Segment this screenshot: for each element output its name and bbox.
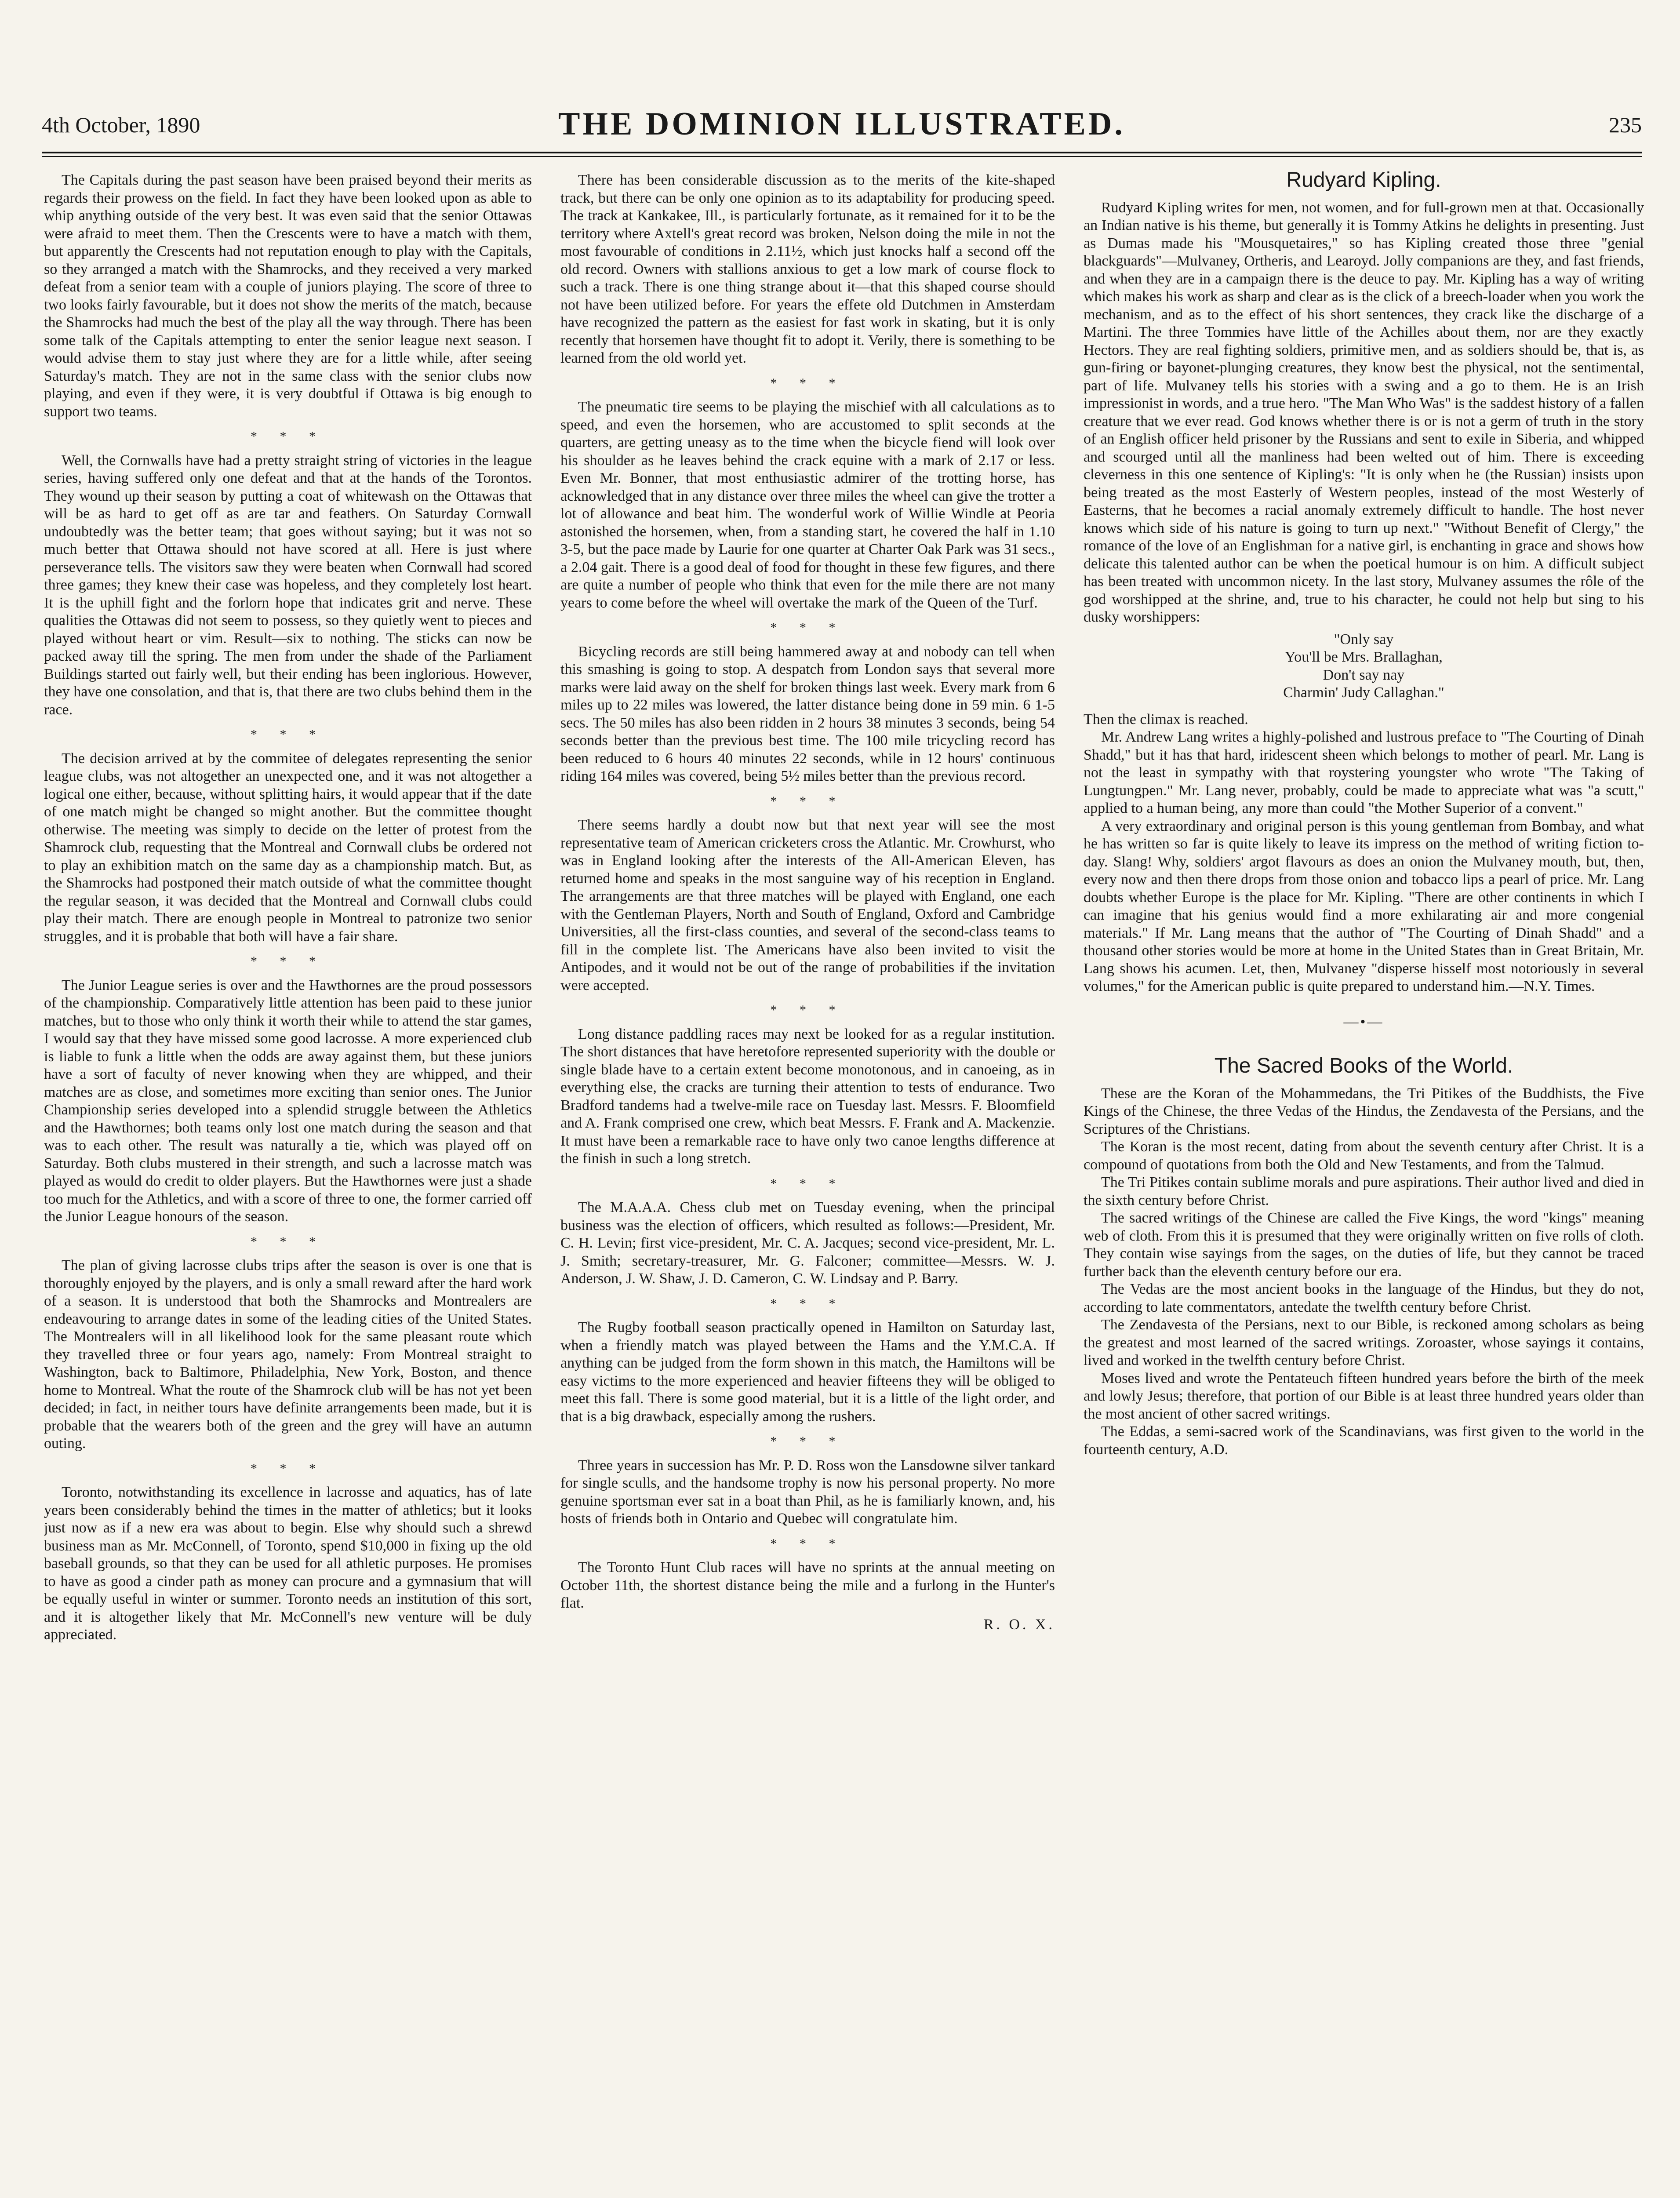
section-ornament: —•— [1343, 1013, 1384, 1030]
article-paragraph: The Junior League series is over and the Hawthornes are the proud possessors of the championship. Comparatively little attention has been paid to these junior matches, but to those who only think it worth their while to attend the star games, I would say that they have missed some good lacrosse. A more experienced club is liable to funk a little when the odds are away against them, but these juniors have a sort of faculty of never knowing when they are whipped, and their matches are as close, and sometimes more exciting than senior ones. The Junior Championship series developed into a splendid struggle between the Athletics and the Hawthornes; both teams only lost one match during the season and that was to each other. The result was naturally a tie, which was played off on Saturday. Both clubs mustered in their strength, and such a lacrosse match was played as would do credit to older players. But the Hawthornes were just a shade too much for the Athletics, and with a score of three to one, the former carried off the Junior League honours of the season. [44, 977, 532, 1225]
article-paragraph: The Koran is the most recent, dating from about the seventh century after Christ. It is a compound of quotations from both the Old and New Testaments, and from the Talmud. [1084, 1139, 1644, 1173]
article-paragraph: Then the climax is reached. [1084, 711, 1248, 728]
section-separator: * * * [770, 620, 845, 635]
poem-quote [1084, 631, 1644, 702]
article-paragraph: The pneumatic tire seems to be playing the mischief with all calculations as to speed, and even the horsemen, who are accustomed to split seconds at the quarters, are getting uneasy as to the time when the bicycle fiend will look over his shoulder as he leaves behind the crack equine with a mark of 2.17 or less. Even Mr. Bonner, that most enthusiastic admirer of the trotting horse, has acknowledged that in any distance over three miles the wheel can give the trotter a lot of allowance and beat him. The wonderful work of Willie Windle at Peoria astonished the horsemen, when, from a standing start, he covered the half in 1.10 3-5, but the pace made by Laurie for one quarter at Charter Oak Park was 31 secs., a 2.04 gait. There is a good deal of food for thought in these few figures, and there are quite a number of people who think that even for the mile there are not many years to come before the wheel will overtake the mark of the Queen of the Turf. [560, 399, 1055, 611]
article-paragraph: The Zendavesta of the Persians, next to our Bible, is reckoned among scholars as being the greatest and most learned of the sacred writings. Zoroaster, whose sayings it contains, lived and worked in the twelfth century before Christ. [1084, 1317, 1644, 1368]
publication-title: THE DOMINION ILLUSTRATED. [558, 106, 1125, 142]
article-paragraph: The sacred writings of the Chinese are called the Five Kings, the word "kings" meaning web of cloth. From this it is presumed that they were originally written on five rolls of cloth. They contain wise sayings from the sages, on the duties of life, but they cannot be traced further back than the eleventh century before our era. [1084, 1210, 1644, 1280]
section-separator: * * * [770, 375, 845, 390]
header-rule-thin [42, 156, 1642, 157]
issue-date: 4th October, 1890 [42, 113, 200, 137]
section-separator: * * * [770, 1003, 845, 1017]
author-signature: R. O. X. [983, 1616, 1055, 1633]
article-paragraph: The Eddas, a semi-sacred work of the Scandinavians, was first given to the world in the fourteenth century, A.D. [1084, 1423, 1644, 1458]
section-separator: * * * [251, 1461, 325, 1476]
article-paragraph: A very extraordinary and original person is this young gentleman from Bombay, and what he has written so far is quite likely to leave its impress on the method of writing fiction to-day. Slang! Why, soldiers' argot flavours as does an onion the Mulvaney mouth, but, then, every now and then there drops from those onion and tobacco lips a pearl of price. Mr. Lang doubts whether Europe is the place for Mr. Kipling. "There are other continents in which I can imagine that his genius would find a more exhilarating air and more congenial materials." If Mr. Lang means that the author of "The Courting of Dinah Shadd" and a thousand other stories would be more at home in the United States than in Great Britain, Mr. Lang shows his acumen. Let, then, Mulvaney "disperse hisself most notoriously in several volumes," for the American public is quite prepared to understand him.—N.Y. Times. [1084, 818, 1644, 994]
masthead [42, 103, 1642, 156]
section-separator: * * * [251, 954, 325, 968]
article-paragraph: The Toronto Hunt Club races will have no sprints at the annual meeting on October 11th, the shortest distance being the mile and a furlong in the Hunter's flat. [560, 1559, 1055, 1611]
article-heading-sacred-books: The Sacred Books of the World. [1214, 1054, 1513, 1077]
poem-line: Charmin' Judy Callaghan." [1283, 684, 1444, 701]
article-paragraph: Toronto, notwithstanding its excellence in lacrosse and aquatics, has of late years been considerably behind the times in the matter of athletics; but it looks just now as if a new era was about to begin. Else why should such a shrewd business man as Mr. McConnell, of Toronto, spend $10,000 in fixing up the old baseball grounds, so that they can be used for all athletic purposes. He promises to have as good a cinder path as money can procure and a gymnasium that will be equally useful in winter or summer. Toronto needs an institution of this sort, and it is altogether likely that Mr. McConnell's new venture will be duly appreciated. [44, 1484, 532, 1643]
article-paragraph: These are the Koran of the Mohammedans, the Tri Pitikes of the Buddhists, the Five Kings of the Chinese, the three Vedas of the Hindus, the Zendavesta of the Persians, and the Scriptures of the Christians. [1084, 1085, 1644, 1137]
section-separator: * * * [251, 1234, 325, 1249]
poem-line: You'll be Mrs. Brallaghan, [1285, 649, 1443, 665]
section-separator: * * * [770, 793, 845, 808]
article-paragraph: Well, the Cornwalls have had a pretty straight string of victories in the league series, having suffered only one defeat and that at the hands of the Torontos. They wound up their season by putting a coat of whitewash on the Ottawas that will be as hard to get off as are tar and feathers. On Saturday Cornwall undoubtedly was the better team; that goes without saying; but it was not so much better that Ottawa should not have scored at all. Here is just where perseverance tells. The visitors saw they were beaten when Cornwall had scored three games; they knew their case was hopeless, and they completely lost heart. It is the uphill fight and the forlorn hope that indicates grit and nerve. These qualities the Ottawas did not seem to possess, so they quietly went to pieces and played without heart or vim. Result—six to nothing. The sticks can now be packed away till the spring. The men from under the shade of the Parliament Buildings started out fairly well, but their ending has been inglorious. However, they have one consolation, and that is, that there are two clubs behind them in the race. [44, 452, 532, 718]
poem-line: Don't say nay [1323, 666, 1405, 683]
article-paragraph: There seems hardly a doubt now but that next year will see the most representative team of American cricketers cross the Atlantic. Mr. Crowhurst, who was in England looking after the interests of the All-American Eleven, has returned home and speaks in the most sanguine way of his reception in England. The arrangements are that three matches will be played with England, one each with the Gentleman Players, North and South of England, Oxford and Cambridge Universities, all the first-class counties, and several of the second-class teams to fill in the complete list. The Americans have also been invited to visit the Antipodes, and it would not be out of the range of probabilities if the invitation were accepted. [560, 817, 1055, 993]
column-sporting-notes [560, 171, 1055, 2198]
article-paragraph: The plan of giving lacrosse clubs trips after the season is over is one that is thoroughly enjoyed by the players, and is only a small reward after the hard work of a season. It is understood that both the Shamrocks and Montrealers are endeavouring to arrange dates in some of the leading cities of the United States. The Montrealers will in all likelihood look for the same pleasant route which they travelled three or four years ago, namely: From Montreal straight to Washington, back to Baltimore, Philadelphia, New York, Boston, and thence home to Montreal. What the route of the Shamrock club will be has not yet been decided; in fact, in neither tours have definite arrangements been made, but it is probable that the wearers both of the green and the grey will have an autumn outing. [44, 1257, 532, 1452]
section-separator: * * * [770, 1296, 845, 1311]
article-paragraph: The Capitals during the past season have been praised beyond their merits as regards their prowess on the field. In fact they have been looked upon as able to whip anything outside of the very best. It was even said that the senior Ottawas were afraid to meet them. Then the Crescents were to have a match with them, but apparently the Crescents had not reputation enough to play with the Capitals, so they arranged a match with the Shamrocks, and they received a very marked defeat from a senior team with a couple of juniors playing. The score of three to two looks fairly favourable, but it does not show the merits of the match, because the Shamrocks had much the best of the play all the way through. There has been some talk of the Capitals attempting to enter the senior league next season. I would advise them to stay just where they are for a little while, after seeing Saturday's match. They are not in the same class with the senior clubs now playing, and even if they were, it is very doubtful if Ottawa is big enough to support two teams. [44, 172, 532, 420]
article-paragraph: The Tri Pitikes contain sublime morals and pure aspirations. Their author lived and died in the sixth century before Christ. [1084, 1174, 1644, 1208]
article-paragraph: Rudyard Kipling writes for men, not women, and for full-grown men at that. Occasionally an Indian native is his theme, but generally it is Tommy Atkins he delights in presenting. Just as Dumas made his "Mousquetaires," so has Kipling created those three "genial blackguards"—Mulvaney, Ortheris, and Learoyd. Jolly companions are they, and fast friends, and when they are in a campaign there is the deuce to pay. Mr. Kipling has a way of writing which makes his work as sharp and clear as is the click of a breech-loader when you work the mechanism, and as to the effect of his short sentences, they crack like the discharge of a Martini. The three Tommies have little of the Achilles about them, nor are they exactly Hectors. They are real fighting soldiers, primitive men, and as soldiers should be, that is, as gun-firing or bayonet-plunging creatures, they know best the physical, not the sentimental, part of life. Mulvaney tells his stories with a swing and a go to them. He is an Irish impressionist in words, and a true hero. "The Man Who Was" is the saddest history of a fallen creature that we ever read. God knows whether there is or is not a germ of truth in the story of an English officer held prisoner by the Russians and sent to exile in Siberia, and whipped and scourged until all the manliness had been welted out of him. There is exceeding cleverness in this one sentence of Kipling's: "It is only when he (the Russian) insists upon being treated as the most Easterly of Western peoples, instead of the most Westerly of Easterns, that he becomes a racial anomaly extremely difficult to handle. The host never knows which side of his nature is going to turn up next." "Without Benefit of Clergy," the romance of the love of an Englishman for a native girl, is enchanting in grace and shows how delicate this talented author can be when the poetical humour is on him. A difficult subject has been treated with uncommon nicety. In the last story, Mulvaney assumes the rôle of the god worshipped at the shrine, and, true to his character, he could not help but sing to his dusky worshippers: [1084, 199, 1644, 625]
page-number: 235 [1609, 113, 1642, 137]
section-separator: * * * [770, 1434, 845, 1448]
poem-line: "Only say [1334, 631, 1394, 648]
article-paragraph: The Rugby football season practically opened in Hamilton on Saturday last, when a friendly match was played between the Hams and the Y.M.C.A. If anything can be judged from the form shown in this match, the Hamiltons will be easy victims to the more experienced and heavier fifteens they will be obliged to meet this fall. There is some good material, but it is a little of the light order, and that is a big drawback, especially among the rushers. [560, 1319, 1055, 1425]
column-articles [1084, 171, 1644, 2198]
article-paragraph: Three years in succession has Mr. P. D. Ross won the Lansdowne silver tankard for single sculls, and the handsome trophy is now his personal property. No more genuine sportsman ever sat in a boat than Phil, as he is familiarly known, and, his hosts of friends both in Ontario and Quebec will congratulate him. [560, 1457, 1055, 1527]
article-paragraph: The decision arrived at by the commitee of delegates representing the senior league clubs, was not altogether an unexpected one, and it was not altogether a logical one either, because, without splitting hairs, it would appear that if the date of one match might be changed so might another. But the committee thought otherwise. The meeting was simply to decide on the letter of protest from the Shamrock club, requesting that the Montreal and Cornwall clubs be ordered not to play an exhibition match on the same day as a championship match. But, as the Shamrocks had postponed their match outside of what the committee thought the regular season, it was decided that the Montreal and Cornwall clubs could play their match. There are enough people in Montreal to patronize two senior struggles, and it is probable that both will have a fair share. [44, 750, 532, 945]
column-lacrosse [44, 171, 532, 2198]
article-paragraph: Moses lived and wrote the Pentateuch fifteen hundred years before the birth of the meek and lowly Jesus; therefore, that portion of our Bible is at least three hundred years older than the most ancient of other sacred writings. [1084, 1370, 1644, 1422]
article-paragraph: Long distance paddling races may next be looked for as a regular institution. The short distances that have heretofore represented superiority with the double or single blade have to a certain extent become monotonous, and in canoeing, as in everything else, the cracks are turning their attention to tests of endurance. Two Bradford tandems had a twelve-mile race on Tuesday last. Messrs. F. Bloomfield and A. Frank comprised one crew, which beat Messrs. F. Frank and A. Mackenzie. It must have been a remarkable race to have only two canoe lengths difference at the finish in such a long stretch. [560, 1026, 1055, 1167]
article-paragraph: Mr. Andrew Lang writes a highly-polished and lustrous preface to "The Courting of Dinah Shadd," but it has that hard, iridescent sheen which belongs to mother of pearl. Mr. Lang is not the least in sympathy with that roystering youngster who wrote "The Taking of Lungtungpen." Mr. Lang never, probably, could be made to appreciate what was "a scutt," applied to a human being, any more than could "the Mother Superior of a convent." [1084, 729, 1644, 816]
header-rule [42, 152, 1642, 153]
article-paragraph: There has been considerable discussion as to the merits of the kite-shaped track, but there can be only one opinion as to its adaptability for producing speed. The track at Kankakee, Ill., is particularly fortunate, as it remained for it to be the territory where Axtell's great record was broken, Nelson doing the mile in not the most favourable of conditions in 2.11½, which just knocks half a second off the old record. Owners with stallions anxious to get a low mark of course flock to such a track. There is one thing strange about it—that this shaped course should not have been utilized before. For years the effete old Dutchmen in Amsterdam have recognized the pattern as the easiest for fast work in skating, but it is only recently that horsemen have thought fit to adopt it. Verily, there is something to be learned from the old world yet. [560, 172, 1055, 366]
section-separator: * * * [770, 1536, 845, 1551]
section-separator: * * * [770, 1176, 845, 1191]
article-paragraph: The Vedas are the most ancient books in the language of the Hindus, but they do not, according to late commentators, antedate the twelfth century before Christ. [1084, 1281, 1644, 1315]
section-separator: * * * [251, 429, 325, 444]
article-heading-kipling: Rudyard Kipling. [1286, 171, 1441, 192]
article-paragraph: Bicycling records are still being hammered away at and nobody can tell when this smashing is going to stop. A despatch from London says that several more marks were laid away on the shelf for broken things last week. Every mark from 6 miles up to 22 miles was lowered, the latter distance being done in 59 min. 6 1-5 secs. The 50 miles has also been ridden in 2 hours 38 minutes 3 seconds, being 54 seconds better than the previous best time. The 100 mile tricycling record has been reduced to 6 hours 40 minutes 22 seconds, while in 12 hours' continuous riding 164 miles was covered, being 5½ miles better than the previous record. [560, 643, 1055, 784]
section-separator: * * * [251, 727, 325, 742]
article-paragraph: The M.A.A.A. Chess club met on Tuesday evening, when the principal business was the election of officers, which resulted as follows:—President, Mr. C. H. Levin; first vice-president, Mr. C. A. Jacques; second vice-president, Mr. L. J. Smith; secretary-treasurer, Mr. G. Falconer; committee—Messrs. W. J. Anderson, J. W. Shaw, J. D. Cameron, C. W. Lindsay and P. Barry. [560, 1199, 1055, 1287]
